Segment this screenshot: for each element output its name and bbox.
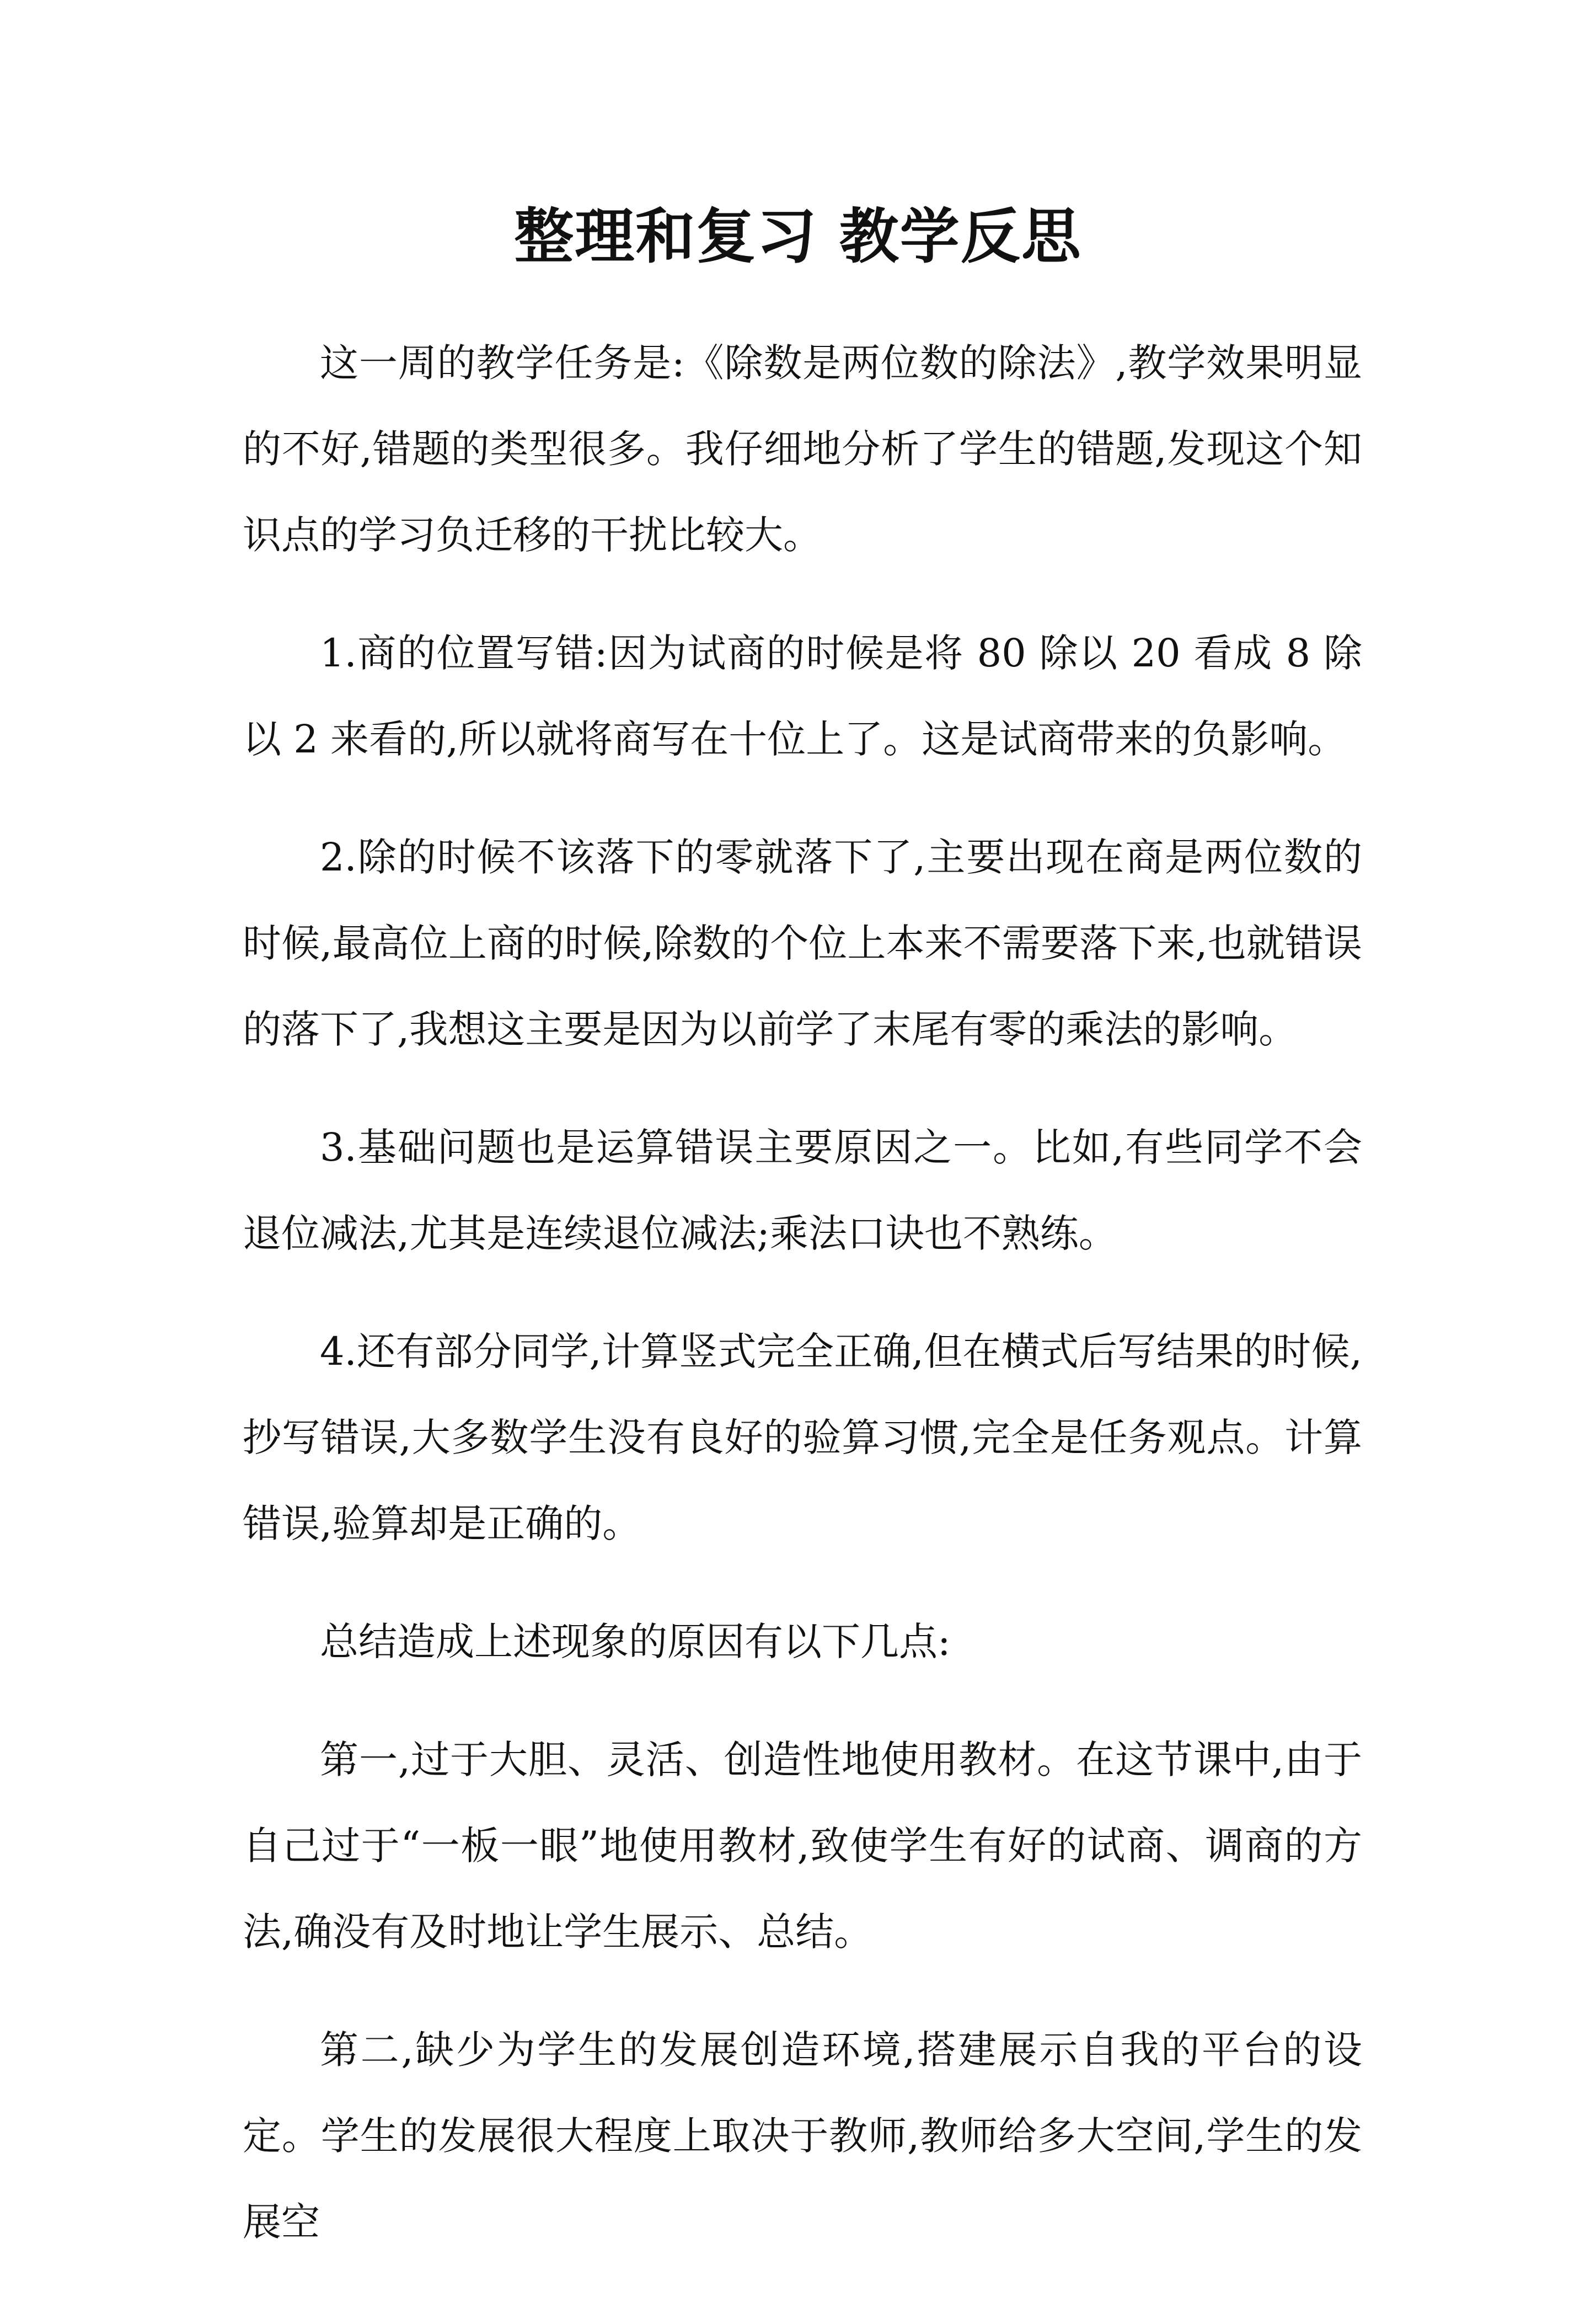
paragraph-reason-2: 第二,缺少为学生的发展创造环境,搭建展示自我的平台的设定。学生的发展很大程度上取决于教师,教师给多大空间,学生的发展空 — [243, 2027, 1362, 2245]
paragraph-reason-1: 第一,过于大胆、灵活、创造性地使用教材。在这节课中,由于自己过于“一板一眼”地使用教材,致使学生有好的试商、调商的方法,确没有及时地让学生展示、总结。 — [243, 1737, 1362, 1954]
paragraph-point-3: 3.基础问题也是运算错误主要原因之一。比如,有些同学不会退位减法,尤其是连续退位减法;乘法口诀也不熟练。 — [243, 1125, 1362, 1256]
document-title: 整理和复习 教学反思 — [514, 202, 1082, 271]
paragraph-point-2: 2.除的时候不该落下的零就落下了,主要出现在商是两位数的时候,最高位上商的时候,除数的个位上本来不需要落下来,也就错误的落下了,我想这主要是因为以前学了末尾有零的乘法的影响。 — [243, 835, 1362, 1052]
paragraph-summary-heading: 总结造成上述现象的原因有以下几点: — [320, 1619, 951, 1664]
document-body — [243, 320, 1362, 2297]
paragraph-point-1: 1.商的位置写错:因为试商的时候是将 80 除以 20 看成 8 除以 2 来看的,所以就将商写在十位上了。这是试商带来的负影响。 — [243, 631, 1362, 762]
paragraph-intro: 这一周的教学任务是:《除数是两位数的除法》,教学效果明显的不好,错题的类型很多。我仔细地分析了学生的错题,发现这个知识点的学习负迁移的干扰比较大。 — [243, 340, 1362, 558]
paragraph-point-4: 4.还有部分同学,计算竖式完全正确,但在横式后写结果的时候,抄写错误,大多数学生没有良好的验算习惯,完全是任务观点。计算错误,验算却是正确的。 — [243, 1329, 1362, 1546]
